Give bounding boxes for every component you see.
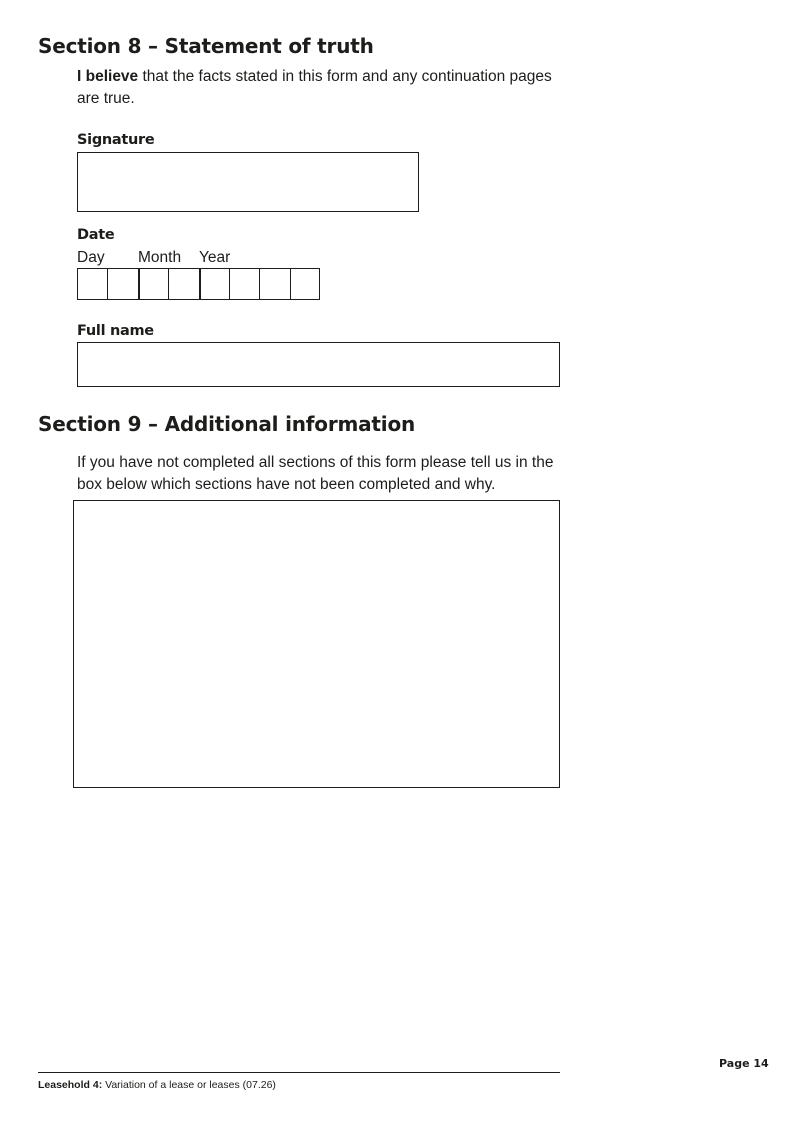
signature-label: Signature [77,132,155,148]
additional-info-instruction: If you have not completed all sections of this form please tell us in the box below which sections have not been completed and why. [77,454,554,493]
date-month-digit-1[interactable] [138,268,168,300]
statement-of-truth-text [77,66,557,109]
signature-field[interactable] [77,152,419,212]
page-number: Page 14 [719,1057,769,1070]
date-month-label: Month [138,249,182,266]
date-day-label: Day [77,249,105,266]
date-field [77,268,320,300]
date-year-digit-3[interactable] [259,268,289,300]
full-name-field[interactable] [77,342,560,387]
date-month-digit-2[interactable] [168,268,198,300]
statement-bold-lead: I believe [77,68,139,85]
footer-form-name [38,1079,276,1091]
date-label: Date [77,227,115,243]
date-year-digit-1[interactable] [199,268,229,300]
date-day-digit-2[interactable] [107,268,137,300]
date-year-digit-2[interactable] [229,268,259,300]
date-year-label: Year [199,249,231,266]
section-8-title: Section 8 – Statement of truth [38,34,374,58]
footer-form-code: Leasehold 4: [38,1079,103,1091]
footer-form-title: Variation of a lease or leases (07.26) [102,1079,276,1091]
footer-divider [38,1072,560,1073]
statement-rest: that the facts stated in this form and any continuation pages are true. [77,68,552,107]
full-name-label: Full name [77,323,154,339]
section-9-title: Section 9 – Additional information [38,412,416,436]
date-year-digit-4[interactable] [290,268,320,300]
date-day-digit-1[interactable] [77,268,107,300]
additional-info-field[interactable] [73,500,560,788]
